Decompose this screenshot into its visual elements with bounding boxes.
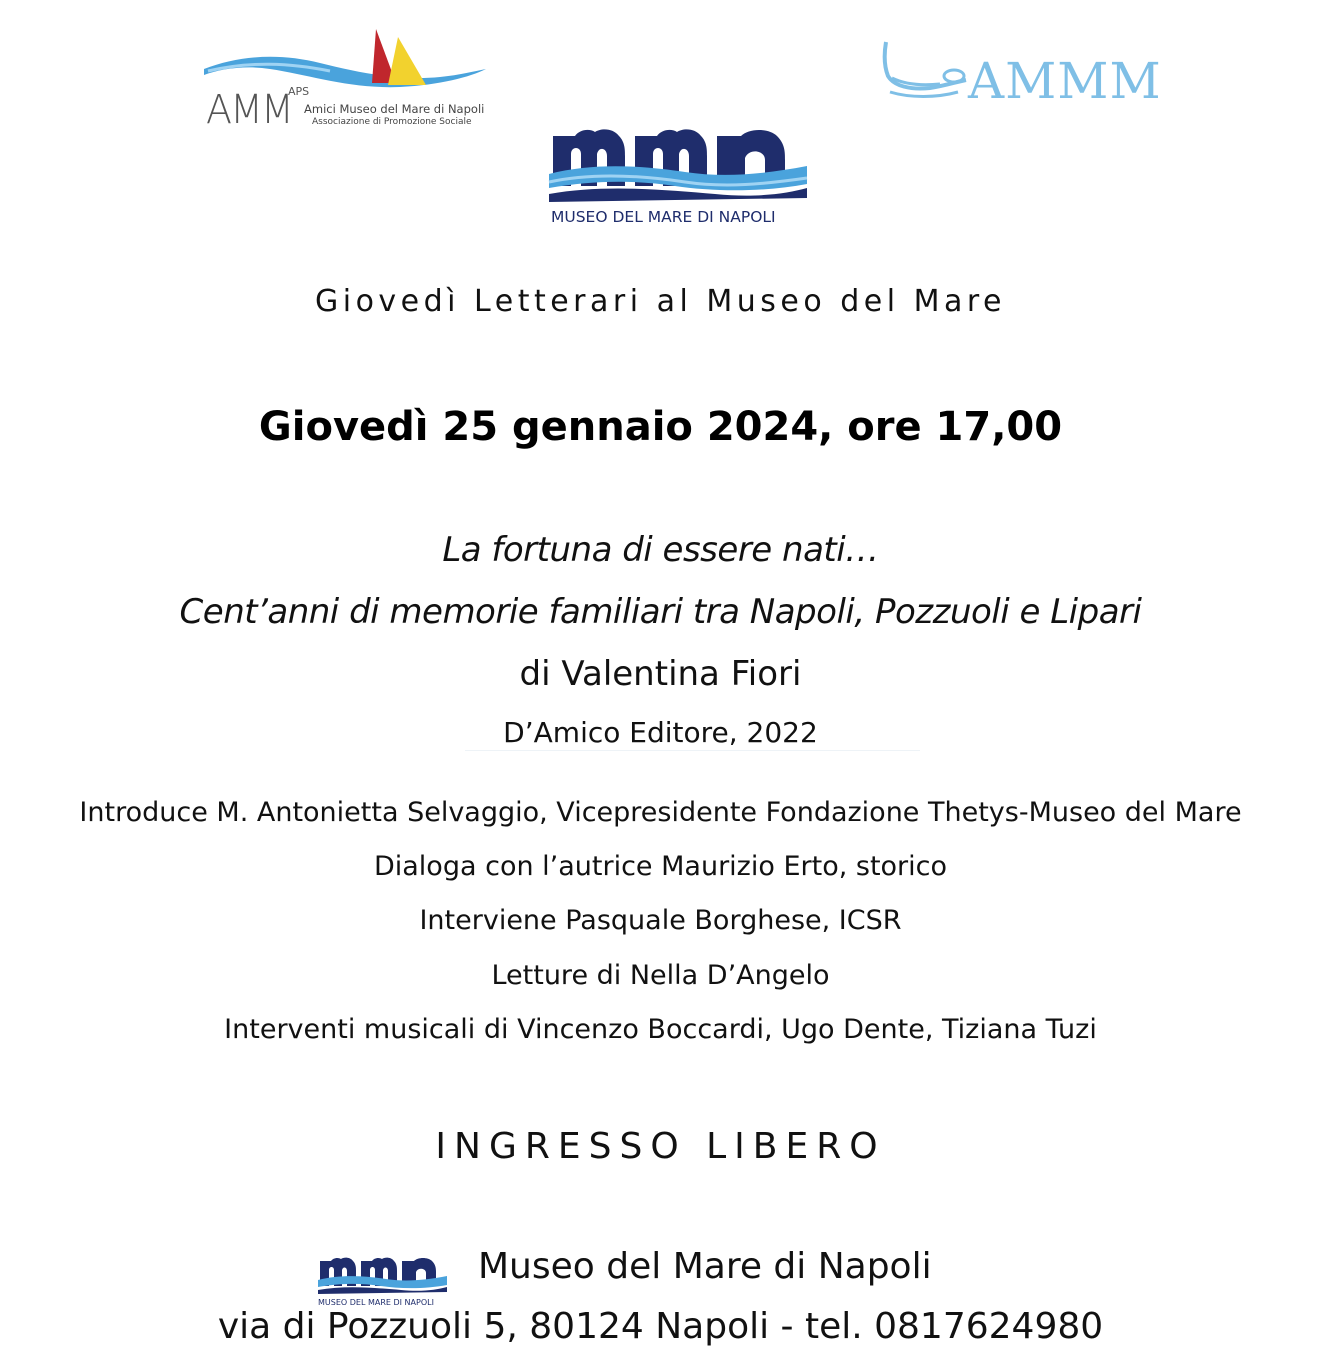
book-author: di Valentina Fiori xyxy=(519,654,802,694)
credit-line: Dialoga con l’autrice Maurizio Erto, storico xyxy=(373,851,948,882)
credit-line: Interviene Pasquale Borghese, ICSR xyxy=(419,905,902,936)
venue-address: via di Pozzuoli 5, 80124 Napoli - tel. 0817624980 xyxy=(217,1306,1104,1347)
divider xyxy=(465,750,920,751)
aps-label: APS xyxy=(288,85,310,98)
event-date: Giovedì 25 gennaio 2024, ore 17,00 xyxy=(258,404,1063,450)
amm-letters: AMM xyxy=(206,87,292,133)
mmn-small-caption: MUSEO DEL MARE DI NAPOLI xyxy=(318,1298,434,1307)
boat-icon xyxy=(880,38,970,108)
credit-line: Letture di Nella D’Angelo xyxy=(491,960,830,991)
venue-name: Museo del Mare di Napoli xyxy=(478,1246,932,1287)
amm-subtitle-2: Associazione di Promozione Sociale xyxy=(312,117,472,127)
book-publisher: D’Amico Editore, 2022 xyxy=(503,716,818,749)
series-title: Giovedì Letterari al Museo del Mare xyxy=(314,284,1006,319)
mmn-caption: MUSEO DEL MARE DI NAPOLI xyxy=(551,208,776,226)
free-entry-label: INGRESSO LIBERO xyxy=(435,1126,886,1167)
sailboat-wave-icon xyxy=(200,25,500,95)
mmn-logo xyxy=(545,122,815,232)
amm-logo xyxy=(200,25,500,135)
mmn-wordmark-icon xyxy=(316,1253,451,1297)
mmn-wordmark-icon xyxy=(545,122,815,206)
ammm-logo xyxy=(880,38,1170,128)
ammm-word: AMMM xyxy=(968,52,1162,110)
credit-line: Interventi musicali di Vincenzo Boccardi, Ugo Dente, Tiziana Tuzi xyxy=(224,1014,1097,1045)
credit-line: Introduce M. Antonietta Selvaggio, Vicepresidente Fondazione Thetys-Museo del Mare xyxy=(79,797,1242,828)
book-title-line-1: La fortuna di essere nati… xyxy=(442,530,879,570)
book-title-line-2: Cent’anni di memorie familiari tra Napoli, Pozzuoli e Lipari xyxy=(179,592,1142,632)
amm-subtitle: Amici Museo del Mare di Napoli xyxy=(304,102,485,116)
